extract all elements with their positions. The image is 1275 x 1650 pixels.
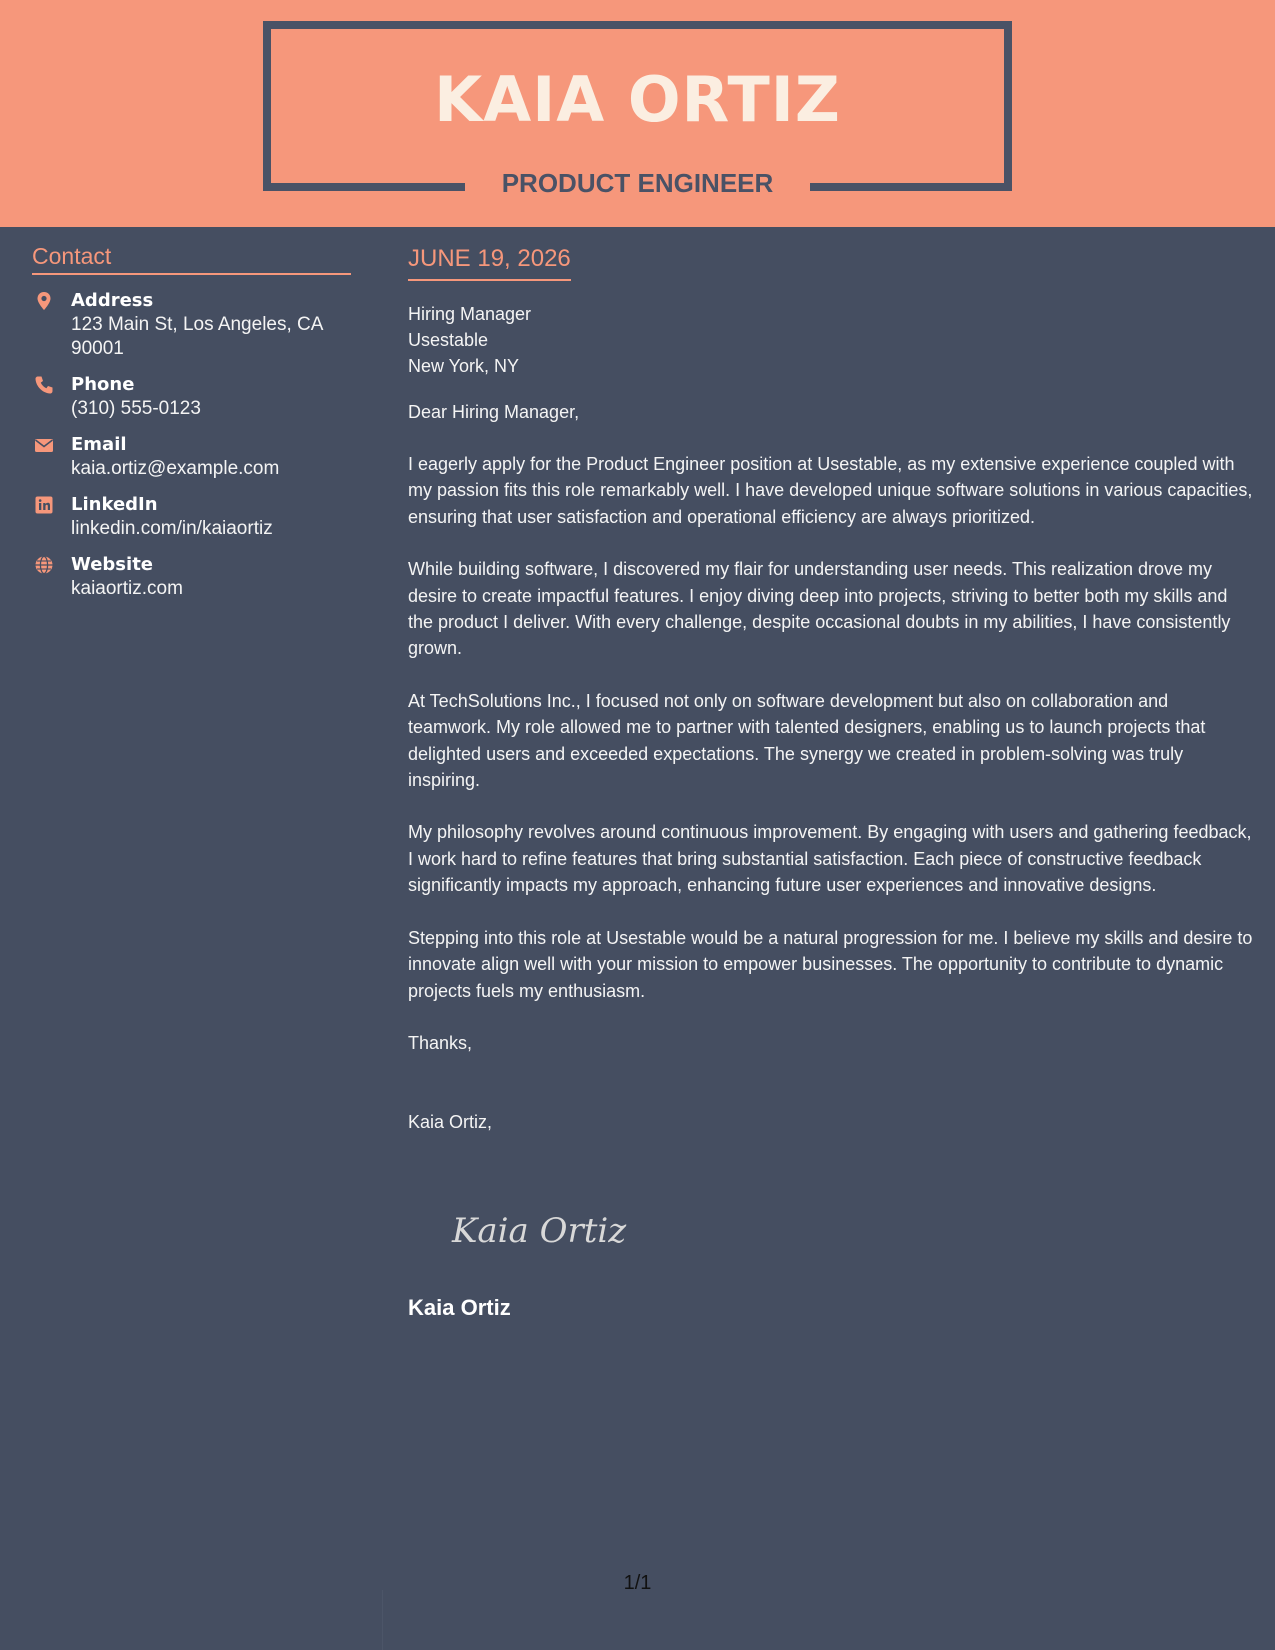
phone-label: Phone xyxy=(71,374,135,395)
contact-item-phone xyxy=(32,373,351,421)
signed-name: Kaia Ortiz xyxy=(408,1295,511,1320)
globe-icon xyxy=(34,555,54,575)
website-label: Website xyxy=(71,554,154,575)
contact-sidebar xyxy=(32,242,351,613)
header-banner xyxy=(0,0,1275,227)
contact-heading: Contact xyxy=(32,242,351,275)
candidate-name: KAIA ORTIZ xyxy=(434,63,841,136)
signoff: Kaia Ortiz, xyxy=(408,1111,493,1132)
map-pin-icon xyxy=(34,291,54,311)
phone-icon xyxy=(34,375,54,395)
contact-item-email xyxy=(32,433,351,481)
recipient-line: New York, NY xyxy=(408,356,520,376)
website-value[interactable]: kaiaortiz.com xyxy=(71,578,183,599)
page-number: 1/1 xyxy=(623,1572,652,1594)
job-title: PRODUCT ENGINEER xyxy=(501,168,774,198)
salutation: Dear Hiring Manager, xyxy=(408,402,580,422)
handwritten-signature xyxy=(448,1205,648,1255)
recipient-block xyxy=(408,301,1254,379)
body-paragraph: My philosophy revolves around continuous improvement. By engaging with users and gathering feedback, I work hard to refine features that bring substantial satisfaction. Each piece of constructive feedback significantly impacts my approach, enhancing future user experiences and innovative designs. xyxy=(408,822,1252,896)
contact-item-linkedin xyxy=(32,493,351,541)
linkedin-value[interactable]: linkedin.com/in/kaiaortiz xyxy=(71,518,273,539)
contact-item-website xyxy=(32,553,351,601)
letter-date: JUNE 19, 2026 xyxy=(408,244,571,281)
body-paragraph: At TechSolutions Inc., I focused not only on software development but also on collaboration and teamwork. My role allowed me to partner with talented designers, enabling us to launch projects that delighted users and exceeded expectations. The synergy we created in problem-solving was truly inspiring. xyxy=(408,690,1206,791)
signature-text: Kaia Ortiz xyxy=(452,1211,627,1251)
linkedin-icon xyxy=(34,495,54,515)
phone-value: (310) 555-0123 xyxy=(71,398,201,419)
recipient-line: Usestable xyxy=(408,330,489,350)
address-label: Address xyxy=(71,290,154,311)
linkedin-label: LinkedIn xyxy=(71,494,158,515)
recipient-line: Hiring Manager xyxy=(408,304,532,324)
envelope-icon xyxy=(34,435,54,455)
email-label: Email xyxy=(71,434,127,455)
email-value: kaia.ortiz@example.com xyxy=(71,458,280,479)
column-divider xyxy=(382,1590,383,1650)
closing: Thanks, xyxy=(408,1032,473,1053)
body-paragraph: Stepping into this role at Usestable would be a natural progression for me. I believe my skills and desire to innovate align well with your mission to empower businesses. The opportunity to contribute to dynamic projects fuels my enthusiasm. xyxy=(408,927,1253,1001)
contact-item-address xyxy=(32,289,351,361)
letter-body xyxy=(408,244,1254,1135)
body-paragraph: I eagerly apply for the Product Engineer position at Usestable, as my extensive experience coupled with my passion fits this role remarkably well. I have developed unique software solutions in various capacities, ensuring that user satisfaction and operational efficiency are always prioritized. xyxy=(408,454,1253,527)
address-value: 123 Main St, Los Angeles, CA 90001 xyxy=(71,314,323,359)
body-paragraph: While building software, I discovered my flair for understanding user needs. This realization drove my desire to create impactful features. I enjoy diving deep into projects, striving to better both my skills and the product I deliver. With every challenge, despite occasional doubts in my abilities, I have consistently grown. xyxy=(408,559,1231,659)
